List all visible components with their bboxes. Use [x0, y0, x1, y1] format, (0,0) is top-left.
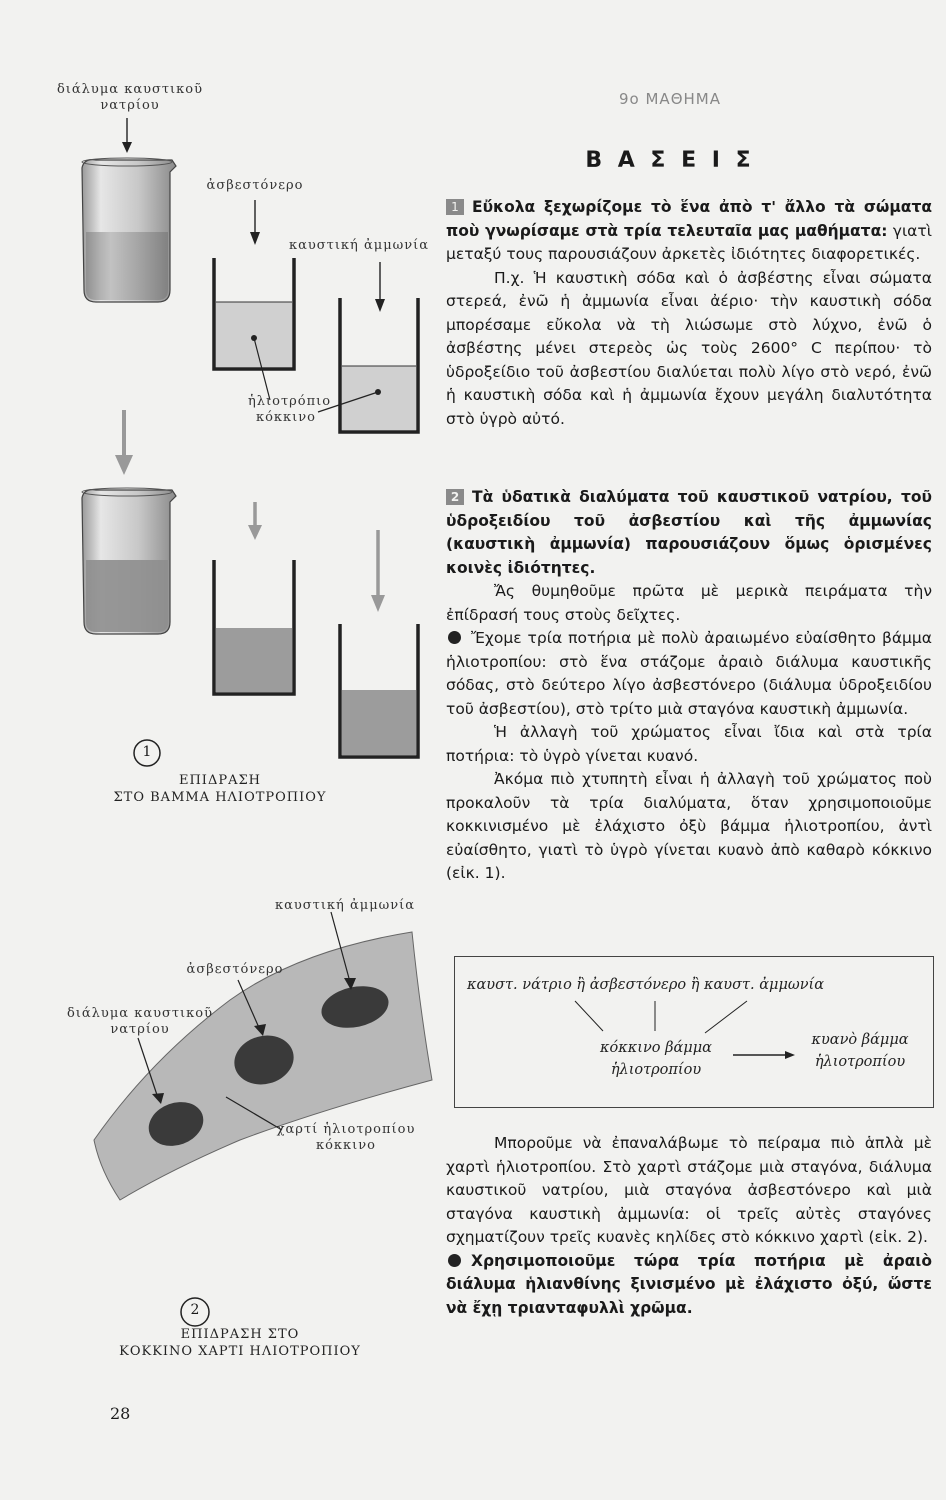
fig2-label-ammonia: καυστική ἀμμωνία [274, 898, 416, 913]
fig2-label-naoh: διάλυμα καυστικοῦ νατρίου [66, 1006, 214, 1037]
paragraph-7: Ἀκόμα πιὸ χτυπητὴ εἶναι ἡ ἀλλαγὴ τοῦ χρώματος ποὺ προκαλοῦν τὰ τρία διαλύματα, ὅταν χρησιμοποιοῦμε κοκκινισμένο μὲ ἐλάχιστο ὀξὺ βάμμα ἡλιοτροπίου, ἀντὶ εὐαίσθητο, γιατὶ τὸ ὑγρὸ γίνεται κυανὸ ἀπὸ καθαρὸ κόκκινο (εἰκ. 1). [446, 770, 932, 882]
fig1-label-limewater: ἀσβεστόνερο [206, 178, 304, 193]
fig1-label-naoh: διάλυμα καυστικοῦ νατρίου [56, 82, 204, 113]
tank-limewater-top [214, 258, 294, 400]
scheme-from-line1: κόκκινο βάμμα [600, 1040, 712, 1056]
beaker-naoh-bottom [82, 488, 176, 634]
fig1-caption [90, 772, 350, 806]
fig1-caption-line2: ΣΤΟ ΒΑΜΜΑ ΗΛΙΟΤΡΟΠΙΟΥ [113, 790, 327, 805]
text-column-middle [446, 486, 932, 886]
fig2-caption-line1: ΕΠΙΔΡΑΣΗ ΣΤΟ [180, 1327, 300, 1342]
paragraph-8: Μποροῦμε νὰ ἐπαναλάβωμε τὸ πείραμα πιὸ ἁπλὰ μὲ χαρτὶ ἡλιοτροπίου. Στὸ χαρτὶ στάζομε μιὰ σταγόνα, διάλυμα καυστικοῦ νατρίου, μιὰ σταγόνα ἀσβεστόνερο καὶ μιὰ σταγόνα καυστικὴ ἀμμωνία: οἱ τρεῖς αὐτὲς σταγόνες σχηματίζουν τρεῖς κυανὲς κηλίδες στὸ κόκκινο χαρτὶ (εἰκ. 2). [446, 1134, 932, 1246]
tank-limewater-bottom [214, 560, 294, 694]
section-number-1: 1 [446, 199, 464, 215]
paragraph-6: Ἡ ἀλλαγὴ τοῦ χρώματος εἶναι ἴδια καὶ στὰ τρία ποτήρια: τὸ ὑγρὸ γίνεται κυανό. [446, 723, 932, 765]
paragraph-9: Χρησιμοποιοῦμε τώρα τρία ποτήρια μὲ ἀραιὸ διάλυμα ἡλιανθίνης ξινισμένο μὲ ἐλάχιστο ὀξύ, ὥστε νὰ ἔχῃ τριανταφυλλὶ χρῶμα. [446, 1251, 932, 1317]
fig2-label-limewater: ἀσβεστόνερο [186, 962, 284, 977]
paragraph-2: Π.χ. Ἡ καυστικὴ σόδα καὶ ὁ ἀσβέστης εἶναι σώματα στερεά, ἐνῶ ἡ ἀμμωνία εἶναι ἀέριο· τὴν καυστικὴ σόδα μπορέσαμε εὔκολα νὰ τὴ λιώσωμε στὸ λύχνο, ἐνῶ ὁ ἀσβέστης μένει στερεὸς ὡς τοὺς 2600° C περίπου· τὸ ὑδροξείδιο τοῦ ἀσβεστίου διαλύεται πολὺ λίγο στὸ νερό, ἐνῶ ἡ καυστικὴ σόδα καὶ ἡ ἀμμωνία ἔχουν μεγάλη διαλυτότητα στὸ ὑγρὸ αὐτό. [446, 268, 932, 428]
paragraph-1-rest: γιατὶ μεταξύ τους παρουσιάζουν ἀρκετὲς ἰδιότητες διαφορετικές. [446, 221, 932, 263]
paragraph-1-lead: Εὔκολα ξεχωρίζομε τὸ ἕνα ἀπὸ τ' ἄλλο τὰ σώματα ποὺ γνωρίσαμε στὰ τρία τελευταῖα μας μαθήματα: [446, 198, 932, 240]
fig1-label-ammonia: καυστική ἀμμωνία [288, 238, 430, 253]
reaction-scheme-box [454, 956, 934, 1108]
text-column-top [446, 196, 932, 431]
fig2-caption [90, 1326, 390, 1360]
tank-ammonia-top [318, 298, 418, 432]
text-column-bottom [446, 1132, 932, 1320]
fig2-number: 2 [190, 1302, 200, 1318]
tank-ammonia-bottom [340, 624, 418, 757]
lesson-heading: 9ο ΜΑΘΗΜΑ [619, 90, 721, 108]
illustration-layer [0, 0, 440, 1500]
fig1-label-litmus: ἡλιοτρόπιο κόκκινο [248, 394, 332, 425]
section-number-2: 2 [446, 489, 464, 505]
fig1-caption-line1: ΕΠΙΔΡΑΣΗ [178, 773, 261, 788]
scheme-to-line1: κυανὸ βάμμα [811, 1032, 909, 1048]
beaker-naoh-top [82, 158, 176, 302]
paragraph-4: Ἄς θυμηθοῦμε πρῶτα μὲ μερικὰ πειράματα τὴν ἐπίδρασή τους στοὺς δεῖχτες. [446, 582, 932, 624]
scheme-reagents: καυστ. νάτριο ἢ ἀσβεστόνερο ἢ καυστ. ἀμμωνία [467, 977, 824, 993]
scheme-to [795, 1029, 925, 1073]
page-number: 28 [110, 1404, 131, 1423]
page-title: Β Α Σ Ε Ι Σ [585, 148, 755, 173]
paragraph-3: Τὰ ὑδατικὰ διαλύματα τοῦ καυστικοῦ νατρίου, τοῦ ὑδροξειδίου τοῦ ἀσβεστίου καὶ τῆς ἀμμωνίας (καυστικὴ ἀμμωνία) παρουσιάζουν ὅμως ὁρισμένες κοινὲς ἰδιότητες. [446, 488, 932, 577]
fig2-label-paper: χαρτί ἡλιοτροπίου κόκκινο [276, 1122, 416, 1153]
arrow-limewater-head [250, 232, 260, 245]
arrow-ammonia-head [375, 299, 385, 312]
fig1-number: 1 [142, 744, 152, 760]
litmus-paper-strip [94, 912, 432, 1200]
bullet-1 [448, 631, 461, 644]
bullet-2 [448, 1254, 461, 1267]
fig2-caption-line2: ΚΟΚΚΙΝΟ ΧΑΡΤΙ ΗΛΙΟΤΡΟΠΙΟΥ [119, 1344, 361, 1359]
paragraph-5: Ἔχομε τρία ποτήρια μὲ πολὺ ἀραιωμένο εὐαίσθητο βάμμα ἡλιοτροπίου: στὸ ἕνα στάζομε ἀραιὸ διάλυμα καυστικῆς σόδας, στὸ δεύτερο λίγο ἀσβεστόνερο (διάλυμα ὑδροξειδίου τοῦ ἀσβεστίου), στὸ τρίτο μιὰ σταγόνα καυστικὴ ἀμμωνία. [446, 629, 932, 718]
scheme-from-line2: ἡλιοτροπίου [610, 1062, 702, 1078]
arrow-naoh-head [122, 142, 132, 153]
scheme-from [581, 1037, 731, 1081]
scheme-to-line2: ἡλιοτροπίου [814, 1054, 906, 1070]
